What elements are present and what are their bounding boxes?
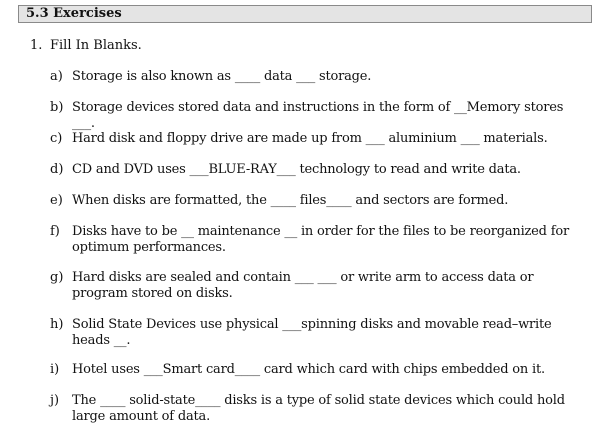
- exercise-item-e: [50, 193, 570, 209]
- item-text: CD and DVD uses ___BLUE-RAY___ technology to read and write data.: [72, 162, 521, 177]
- exercise-item-j: [50, 393, 570, 425]
- item-text: Storage is also known as ____ data ___ storage.: [72, 69, 372, 84]
- item-letter: g): [50, 270, 64, 285]
- item-text: Hard disk and floppy drive are made up from ___ aluminium ___ materials.: [72, 131, 548, 146]
- item-text: The ____ solid-state____ disks is a type of solid state devices which could hold large amount of data.: [72, 393, 565, 424]
- question-title: [30, 37, 142, 54]
- item-text: When disks are formatted, the ____ files____ and sectors are formed.: [72, 193, 509, 208]
- question-number: 1.: [30, 38, 43, 53]
- exercise-item-a: [50, 69, 570, 85]
- section-heading: 5.3 Exercises: [18, 5, 592, 23]
- item-letter: a): [50, 69, 63, 84]
- question-label: Fill In Blanks.: [50, 38, 142, 53]
- item-letter: j): [50, 393, 60, 408]
- exercise-item-c: [50, 131, 570, 147]
- item-text: Disks have to be __ maintenance __ in order for the files to be reorganized for optimum performances.: [72, 224, 569, 255]
- item-letter: i): [50, 362, 60, 377]
- exercise-item-i: [50, 362, 570, 378]
- exercise-item-f: [50, 224, 570, 256]
- item-letter: f): [50, 224, 60, 239]
- exercise-item-g: [50, 270, 570, 302]
- item-letter: e): [50, 193, 63, 208]
- item-text: Solid State Devices use physical ___spinning disks and movable read–write heads __.: [72, 317, 552, 348]
- item-letter: h): [50, 317, 64, 332]
- item-letter: b): [50, 100, 64, 115]
- item-text: Hard disks are sealed and contain ___ ___ or write arm to access data or program stored on disks.: [72, 270, 534, 301]
- item-text: Storage devices stored data and instructions in the form of __Memory stores ___.: [72, 100, 564, 131]
- item-text: Hotel uses ___Smart card____ card which card with chips embedded on it.: [72, 362, 545, 377]
- item-letter: c): [50, 131, 63, 146]
- exercise-item-d: [50, 162, 570, 178]
- exercise-item-b: [50, 100, 570, 132]
- item-letter: d): [50, 162, 64, 177]
- exercise-item-h: [50, 317, 570, 349]
